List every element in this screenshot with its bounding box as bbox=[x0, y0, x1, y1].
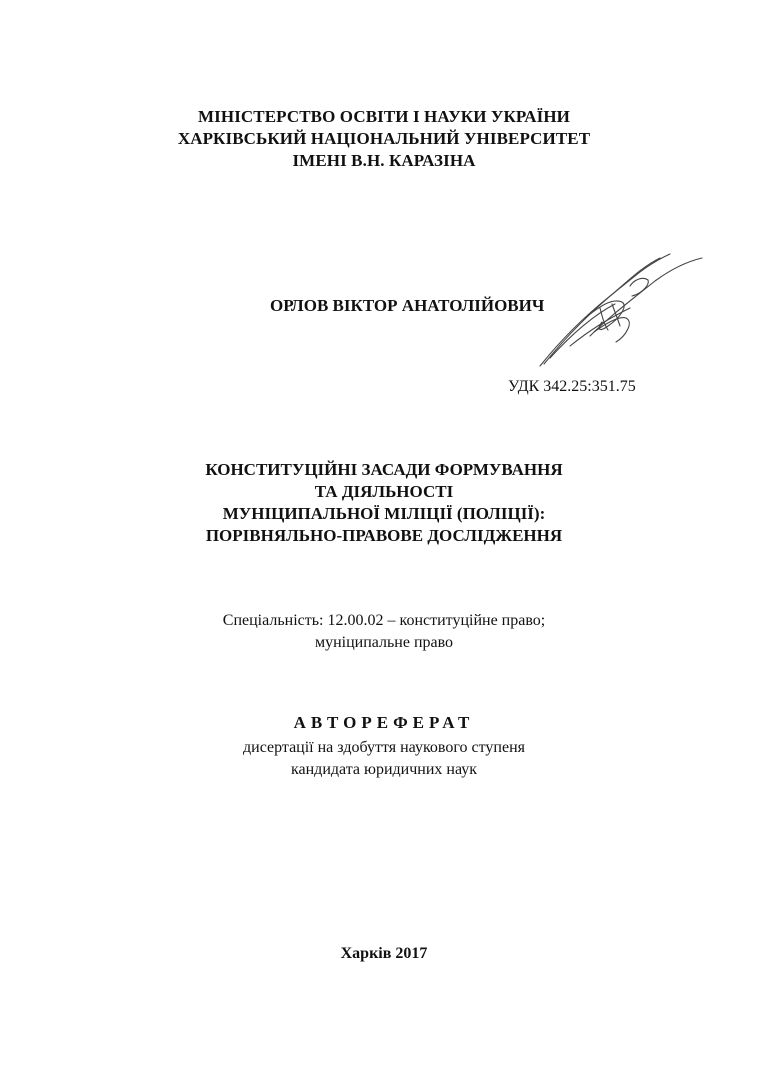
handwritten-signature-icon bbox=[530, 246, 710, 376]
ministry-line-1: МІНІСТЕРСТВО ОСВІТИ І НАУКИ УКРАЇНИ bbox=[198, 107, 570, 126]
ministry-line-2: ХАРКІВСЬКИЙ НАЦІОНАЛЬНИЙ УНІВЕРСИТЕТ bbox=[177, 129, 591, 148]
abstract-heading: АВТОРЕФЕРАТ bbox=[293, 713, 475, 732]
abstract-line-2: кандидата юридичних наук bbox=[290, 761, 478, 778]
ministry-line-3: ІМЕНІ В.Н. КАРАЗІНА bbox=[292, 151, 476, 170]
specialty-line-1: Спеціальність: 12.00.02 – конституційне право; bbox=[222, 612, 546, 629]
udk-code: УДК 342.25:351.75 bbox=[508, 378, 636, 395]
title-line-3: МУНІЦИПАЛЬНОЇ МІЛІЦІЇ (ПОЛІЦІЇ): bbox=[222, 504, 546, 523]
title-line-2: ТА ДІЯЛЬНОСТІ bbox=[314, 482, 454, 501]
title-line-1: КОНСТИТУЦІЙНІ ЗАСАДИ ФОРМУВАННЯ bbox=[205, 460, 563, 479]
specialty-line-2: муніципальне право bbox=[314, 634, 454, 651]
author-name: ОРЛОВ ВІКТОР АНАТОЛІЙОВИЧ bbox=[270, 296, 545, 315]
abstract-line-1: дисертації на здобуття наукового ступеня bbox=[242, 739, 526, 756]
title-line-4: ПОРІВНЯЛЬНО-ПРАВОВЕ ДОСЛІДЖЕННЯ bbox=[205, 526, 563, 545]
specialty bbox=[0, 610, 768, 654]
abstract-subtitle bbox=[0, 737, 768, 781]
ministry-header bbox=[0, 106, 768, 172]
dissertation-title bbox=[0, 459, 768, 547]
place-year: Харків 2017 bbox=[340, 945, 428, 962]
